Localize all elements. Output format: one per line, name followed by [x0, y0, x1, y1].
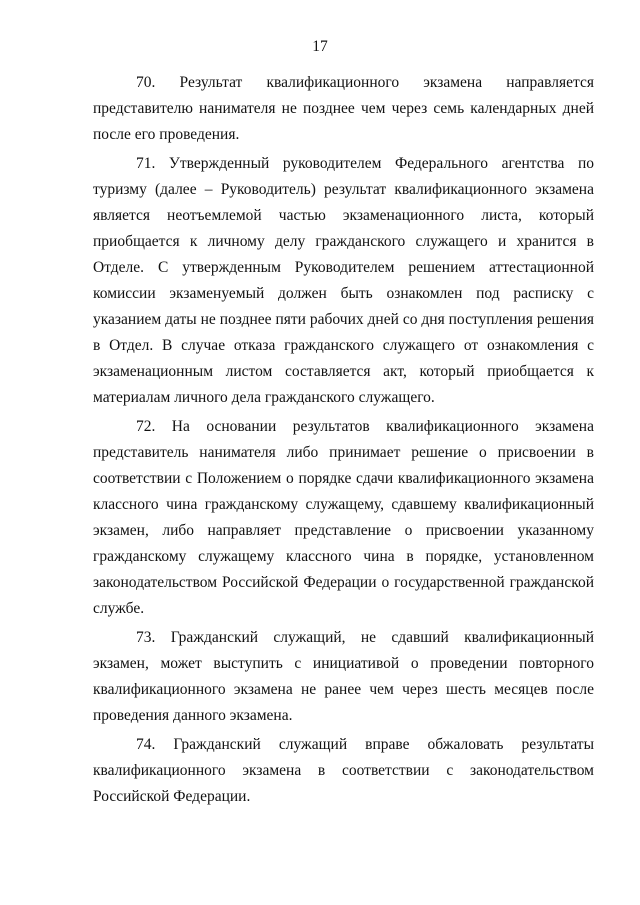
paragraph-73: 73. Гражданский служащий, не сдавший квалификационный экзамен, может выступить с инициативой о проведении повторного квалификационного экзамена не ранее чем через шесть месяцев после проведения данного экзамена. — [93, 629, 594, 724]
paragraph-70: 70. Результат квалификационного экзамена направляется представителю нанимателя не позднее чем через семь календарных дней после его проведения. — [93, 74, 594, 143]
page-number: 17 — [312, 38, 328, 55]
paragraph-74: 74. Гражданский служащий вправе обжаловать результаты квалификационного экзамена в соответствии с законодательством Российской Федерации. — [93, 736, 594, 805]
paragraph-71: 71. Утвержденный руководителем Федерального агентства по туризму (далее – Руководитель) результат квалификационного экзамена является неотъемлемой частью экзаменационного листа, который приобщается к личному делу гражданского служащего и хранится в Отделе. С утвержденным Руководителем решением аттестационной комиссии экзаменуемый должен быть ознакомлен под расписку с указанием даты не позднее пяти рабочих дней со дня поступления решения в Отдел. В случае отказа гражданского служащего от ознакомления с экзаменационным листом составляется акт, который приобщается к материалам личного дела гражданского служащего. — [93, 155, 594, 406]
paragraph-72: 72. На основании результатов квалификационного экзамена представитель нанимателя либо принимает решение о присвоении в соответствии с Положением о порядке сдачи квалификационного экзамена классного чина гражданскому служащему, сдавшему квалификационный экзамен, либо направляет представление о присвоении указанному гражданскому служащему классного чина в порядке, установленном законодательством Российской Федерации о государственной гражданской службе. — [93, 418, 594, 617]
document-body — [93, 70, 594, 813]
